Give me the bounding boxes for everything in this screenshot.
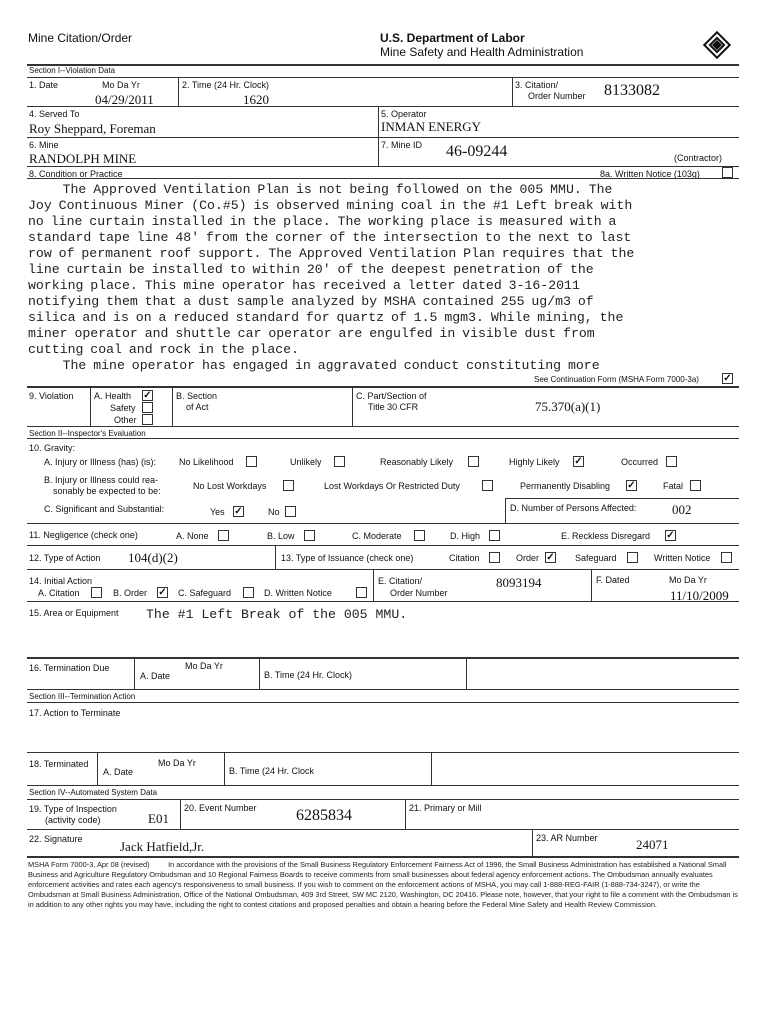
ar-number-label: 23. AR Number xyxy=(536,833,598,843)
area-label: 15. Area or Equipment xyxy=(29,608,119,618)
significant-label: C. Significant and Substantial: xyxy=(44,504,165,514)
activity-code-label: (activity code) xyxy=(45,815,101,825)
date-format: Mo Da Yr xyxy=(102,80,140,90)
title30-label: Title 30 CFR xyxy=(368,402,419,412)
inspection-type-label: 19. Type of Inspection xyxy=(29,804,117,814)
initial-action-label: 14. Initial Action xyxy=(29,576,93,586)
mine-id-label: 7. Mine ID xyxy=(381,140,423,150)
other-label: Other xyxy=(114,415,137,425)
initial-order-checkbox[interactable]: ✓ xyxy=(158,587,167,598)
action-to-terminate-label: 17. Action to Terminate xyxy=(29,708,121,718)
persons-affected: 002 xyxy=(672,502,692,517)
reasonably-likely-label: Reasonably Likely xyxy=(380,457,454,467)
f-date-format: Mo Da Yr xyxy=(669,575,707,585)
terminated-date-label: A. Date xyxy=(103,767,134,777)
ss-no-label: No xyxy=(268,507,280,517)
lost-workdays-checkbox[interactable] xyxy=(482,480,493,491)
negligence-moderate-checkbox[interactable] xyxy=(414,530,425,541)
type-of-action: 104(d)(2) xyxy=(128,550,178,565)
injury-b-label-1: B. Injury or Illness could rea- xyxy=(44,475,159,485)
form-title: Mine Citation/Order xyxy=(28,31,133,45)
gravity-label: 10. Gravity: xyxy=(29,443,76,453)
issuance-citation-label: Citation xyxy=(449,553,480,563)
negligence-low-checkbox[interactable] xyxy=(304,530,315,541)
condition-narrative: The Approved Ventilation Plan is not being followed on the 005 MMU. The Joy Continuous Miner (Co.#5) is observed mining coal in the #1 Left break with no line curtain installed in the place. The working place is measured with a standard tape line 48' from the corner of the intersection to the next to last row of permanent roof support. The Approved Ventilation Plan requires that the line curtain be installed to within 20' of the deepest penetration of the working place. This mine operator has received a letter dated 3-16-2011 notifying them that a dust sample analyzed by MSHA contained 255 ug/m3 of silica and is on a reduced standard for quartz of 1.5 mgm3. While mining, the miner operator and shuttle car operator are engulfed in visible dust from cutting coal and rock in the place. The mine operator has engaged in aggravated conduct constituting more xyxy=(28,182,635,373)
section1-title: Section I--Violation Data xyxy=(29,66,116,75)
no-likelihood-checkbox[interactable] xyxy=(246,456,257,467)
initial-written-label: D. Written Notice xyxy=(264,588,332,598)
primary-mill-label: 21. Primary or Mill xyxy=(409,803,482,813)
unlikely-checkbox[interactable] xyxy=(334,456,345,467)
cfr-section: 75.370(a)(1) xyxy=(535,399,601,414)
msha-logo-icon xyxy=(702,30,732,60)
termination-time-label: B. Time (24 Hr. Clock) xyxy=(264,670,353,680)
safety-label: Safety xyxy=(110,403,136,413)
ar-number: 24071 xyxy=(636,837,669,852)
served-to: Roy Sheppard, Foreman xyxy=(29,121,156,136)
initial-citation-label: A. Citation xyxy=(38,588,80,598)
negligence-high-label: D. High xyxy=(450,531,481,541)
initial-written-checkbox[interactable] xyxy=(356,587,367,598)
e-order-label: Order Number xyxy=(390,588,448,598)
health-checkbox[interactable]: ✓ xyxy=(143,390,152,401)
ss-yes-checkbox[interactable]: ✓ xyxy=(234,506,243,517)
issuance-written-label: Written Notice xyxy=(654,553,711,563)
operator-label: 5. Operator xyxy=(381,109,427,119)
occurred-checkbox[interactable] xyxy=(666,456,677,467)
f-dated: 11/10/2009 xyxy=(670,588,729,603)
injury-label: A. Injury or Illness (has) (is): xyxy=(44,457,157,467)
ss-yes-label: Yes xyxy=(210,507,225,517)
violation-date: 04/29/2011 xyxy=(95,92,154,107)
mine-name: RANDOLPH MINE xyxy=(29,151,137,166)
citation-number: 8133082 xyxy=(604,82,660,99)
ss-no-checkbox[interactable] xyxy=(285,506,296,517)
safety-checkbox[interactable] xyxy=(142,402,153,413)
type-of-action-label: 12. Type of Action xyxy=(29,553,101,563)
of-act-label: of Act xyxy=(186,402,209,412)
initial-order-label: B. Order xyxy=(113,588,148,598)
terminated-time-label: B. Time (24 Hr. Clock xyxy=(229,766,315,776)
negligence-low-label: B. Low xyxy=(267,531,295,541)
section2-title: Section II--Inspector's Evaluation xyxy=(29,429,146,438)
issuance-order-label: Order xyxy=(516,553,540,563)
f-dated-label: F. Dated xyxy=(596,575,630,585)
negligence-reckless-checkbox[interactable]: ✓ xyxy=(666,530,675,541)
no-likelihood-label: No Likelihood xyxy=(179,457,234,467)
initial-citation-checkbox[interactable] xyxy=(91,587,102,598)
no-lost-workdays-checkbox[interactable] xyxy=(283,480,294,491)
unlikely-label: Unlikely xyxy=(290,457,322,467)
negligence-none-checkbox[interactable] xyxy=(218,530,229,541)
department-name: U.S. Department of Labor xyxy=(380,31,525,45)
e-citation-label: E. Citation/ xyxy=(378,576,423,586)
agency-name: Mine Safety and Health Administration xyxy=(380,45,584,59)
served-to-label: 4. Served To xyxy=(29,109,80,119)
section3-title: Section III--Termination Action xyxy=(29,692,136,701)
event-number-label: 20. Event Number xyxy=(184,803,257,813)
citation-number-label: 3. Citation/ xyxy=(515,80,559,90)
form-id: MSHA Form 7000-3, Apr 08 (revised) xyxy=(28,860,150,869)
negligence-none-label: A. None xyxy=(176,531,209,541)
no-lost-workdays-label: No Lost Workdays xyxy=(193,481,267,491)
fatal-checkbox[interactable] xyxy=(690,480,701,491)
area-equipment: The #1 Left Break of the 005 MMU. xyxy=(146,607,408,622)
issuance-label: 13. Type of Issuance (check one) xyxy=(281,553,414,563)
perm-disabling-checkbox[interactable]: ✓ xyxy=(627,480,636,491)
other-checkbox[interactable] xyxy=(142,414,153,425)
initial-safeguard-checkbox[interactable] xyxy=(243,587,254,598)
reasonably-likely-checkbox[interactable] xyxy=(468,456,479,467)
negligence-moderate-label: C. Moderate xyxy=(352,531,402,541)
injury-b-label-2: sonably be expected to be: xyxy=(53,486,161,496)
footer-text: In accordance with the provisions of the Small Business Regulatory Enforcement Fairness Act of 1996, the Small Business Administration has established a National Small Business and Agriculture Regulatory Ombudsman and 10 Regional Fairness Boards to receive comments from small businesses about federal agency enforcement actions. The Ombudsman annually evaluates enforcement activities and rates each agency's responsiveness to small business. If you wish to comment on the enforcement actions of MSHA, you may call 1-888-REG-FAIR (1-888-734-3247), or write the Ombudsman at Small Business Administration, Office of the National Ombudsman, 409 3rd Street, SW MC 2120, Washington, DC 20416. Please note, however, that your right to file a comment with the Ombudsman is in addition to any other rights you may have, including the right to contest citations and proposed penalties and obtain a hearing before the Federal Mine Safety and Health Review Commission. xyxy=(28,860,738,909)
termination-date-label: A. Date xyxy=(140,671,171,681)
continuation-label: See Continuation Form (MSHA Form 7000-3a) xyxy=(534,375,699,384)
violation-time: 1620 xyxy=(243,92,269,107)
mine-id: 46-09244 xyxy=(446,143,508,160)
perm-disabling-label: Permanently Disabling xyxy=(520,481,611,491)
initial-order-number: 8093194 xyxy=(496,575,542,590)
negligence-high-checkbox[interactable] xyxy=(489,530,500,541)
continuation-checkbox[interactable]: ✓ xyxy=(723,373,732,384)
occurred-label: Occurred xyxy=(621,457,659,467)
persons-affected-label: D. Number of Persons Affected: xyxy=(510,503,637,513)
termination-due-label: 16. Termination Due xyxy=(29,663,110,673)
highly-likely-checkbox[interactable]: ✓ xyxy=(574,456,583,467)
issuance-safeguard-label: Safeguard xyxy=(575,553,617,563)
inspection-type: E01 xyxy=(148,811,169,826)
termination-date-format: Mo Da Yr xyxy=(185,661,223,671)
negligence-reckless-label: E. Reckless Disregard xyxy=(561,531,651,541)
signature-label: 22. Signature xyxy=(29,834,83,844)
written-notice-label: 8a. Written Notice (103g) xyxy=(600,169,700,179)
footer-notice xyxy=(28,860,738,910)
time-label: 2. Time (24 Hr. Clock) xyxy=(182,80,270,90)
section-of-act-label: B. Section xyxy=(176,391,218,401)
fatal-label: Fatal xyxy=(663,481,684,491)
event-number: 6285834 xyxy=(296,807,352,824)
issuance-order-checkbox[interactable]: ✓ xyxy=(546,552,555,563)
section4-title: Section IV--Automated System Data xyxy=(29,788,158,797)
issuance-safeguard-checkbox[interactable] xyxy=(627,552,638,563)
terminated-date-format: Mo Da Yr xyxy=(158,758,196,768)
signature: Jack Hatfield,Jr. xyxy=(120,839,205,854)
condition-label: 8. Condition or Practice xyxy=(29,169,123,179)
initial-safeguard-label: C. Safeguard xyxy=(178,588,232,598)
written-notice-checkbox[interactable] xyxy=(722,167,733,178)
mine-label: 6. Mine xyxy=(29,140,59,150)
date-label: 1. Date xyxy=(29,80,59,90)
lost-workdays-label: Lost Workdays Or Restricted Duty xyxy=(324,481,460,491)
negligence-label: 11. Negligence (check one) xyxy=(29,530,138,540)
cfr-label: C. Part/Section of xyxy=(356,391,427,401)
terminated-label: 18. Terminated xyxy=(29,759,89,769)
issuance-citation-checkbox[interactable] xyxy=(489,552,500,563)
operator-name: INMAN ENERGY xyxy=(381,119,482,134)
violation-label: 9. Violation xyxy=(29,391,74,401)
health-label: A. Health xyxy=(94,391,132,401)
issuance-written-checkbox[interactable] xyxy=(721,552,732,563)
contractor-label: (Contractor) xyxy=(674,153,723,163)
highly-likely-label: Highly Likely xyxy=(509,457,560,467)
order-number-label: Order Number xyxy=(528,91,586,101)
